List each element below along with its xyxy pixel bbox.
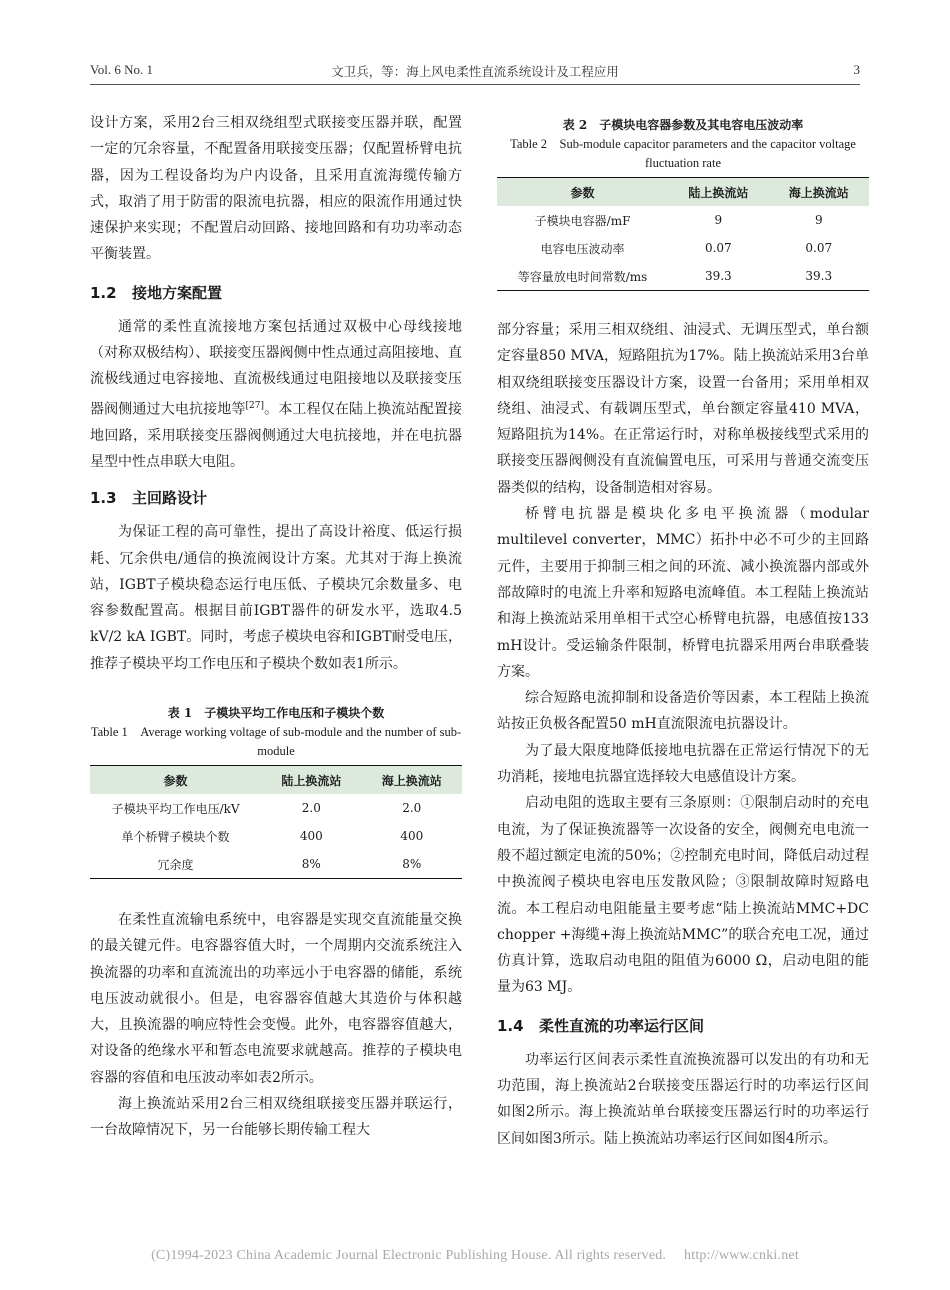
table-1 [90,703,462,879]
table-row [497,234,869,262]
table-2 [497,115,869,291]
table-cell: 子模块电容器/mF [534,213,631,228]
section-title: 接地方案配置 [132,283,223,302]
section-1-3-heading [90,487,462,509]
table-2-title-cn: 表 2 子模块电容器参数及其电容电压波动率 [562,118,804,132]
table-header-cell: 参数 [90,766,261,795]
table-row [90,822,462,850]
table-cell: 0.07 [805,241,833,255]
table-2-grid [497,177,869,291]
paragraph-startup-resistor: 启动电阻的选取主要有三条原则：①限制启动时的充电电流，为了保证换流器等一次设备的安全，阀侧充电电流一般不超过额定电流的50%；②控制充电时间，降低启动过程中换流阀子模块电容电压发散风险；③限制故障时短路电流。本工程启动电阻能量主要考虑“陆上换流站MMC+DC chopper +海缆+海上换流站MMC”的联合充电工况，通过仿真计算，选取启动电阻的阻值为6000 Ω，启动电阻的能量为63 MJ。 [497,795,869,996]
section-number: 1.3 [90,489,117,508]
table-cell: 39.3 [769,262,869,291]
section-1-2-heading [90,282,462,304]
table-cell: 9 [714,213,723,227]
table-cell: 等容量放电时间常数/ms [497,262,668,291]
table-header-cell: 陆上换流站 [668,178,768,207]
table-cell: 9 [814,213,823,227]
table-1-title-en: Table 1 Average working voltage of sub-module and the number of sub-module [90,725,462,758]
paragraph-transformer-continued: 部分容量；采用三相双绕组、油浸式、无调压型式，单台额定容量850 MVA，短路阻抗为17%。陆上换流站采用3台单相双绕组联接变压器设计方案，设置一台备用；采用单相双绕组、油浸式、有载调压型式，单台额定容量410 MVA，短路阻抗为14%。在正常运行时，对称单极接线型式采用的联接变压器阀侧没有直流偏置电压，可采用与普通交流变压器类似的结构，设备制造相对容易。 [497,322,869,496]
table-cell: 0.07 [704,241,732,255]
copyright-footer: (C)1994-2023 China Academic Journal Electronic Publishing House. All rights reserved. http://www.cnki.net [151,1248,799,1263]
table-row [90,850,462,879]
section-title: 柔性直流的功率运行区间 [539,1016,705,1035]
section-number: 1.4 [497,1016,524,1035]
paragraph-arm-reactor: 桥臂电抗器是模块化多电平换流器（modular multilevel converter，MMC）拓扑中必不可少的主回路元件，主要用于抑制三相之间的环流、减小换流器内部或外部故障时的电流上升率和短路电流峰值。本工程陆上换流站和海上换流站采用单相干式空心桥臂电抗器，电感值按133 mH设计。受运输条件限制，桥臂电抗器采用两台串联叠装方案。 [497,506,869,680]
table-cell: 8% [261,850,361,879]
table-cell: 400 [299,829,323,843]
journal-volume: Vol. 6 No. 1 [90,62,153,77]
table-cell: 2.0 [301,801,321,815]
table-header-cell: 参数 [497,178,668,207]
table-2-title-en: Table 2 Sub-module capacitor parameters and the capacitor voltage fluctuation rate [510,137,856,170]
table-header-cell: 陆上换流站 [261,766,361,795]
table-row [497,262,869,291]
paragraph-dc-reactor: 综合短路电流抑制和设备造价等因素，本工程陆上换流站按正负极各配置50 mH直流限流电抗器设计。 [497,690,869,733]
table-1-grid [90,765,462,879]
table-row [497,206,869,234]
table-cell: 400 [400,829,424,843]
grounding-project-text: 本工程仅在陆上换流站配置接地回路，采用联接变压器阀侧通过大电抗接地，并在电抗器星型中性点串联大电阻。 [90,401,462,470]
sentence-end: 。 [264,401,279,418]
table-cell: 子模块平均工作电压/kV [111,801,240,816]
paragraph-grounding-reactor: 为了最大限度地降低接地电抗器在正常运行情况下的无功消耗，接地电抗器宜选择较大电感值设计方案。 [497,742,869,786]
page-number: 3 [853,62,860,77]
table-cell: 单个桥臂子模块个数 [121,829,230,844]
header-rule [90,84,860,85]
table-cell: 冗余度 [90,850,261,879]
table-header-cell: 海上换流站 [769,178,869,207]
running-title: 文卫兵，等：海上风电柔性直流系统设计及工程应用 [331,64,619,79]
paragraph-capacitor: 在柔性直流输电系统中，电容器是实现交直流能量交换的最关键元件。电容器容值大时，一个周期内交流系统注入换流器的功率和直流流出的功率远小于电容器的储能，系统电压波动就很小。但是，电容器容值越大其造价与体积越大，且换流器的响应特性会变慢。此外，电容器容值越大，对设备的绝缘水平和暂态电流要求就越高。推荐的子模块电容器的容值和电压波动率如表2所示。 [90,912,462,1086]
table-cell: 39.3 [668,262,768,291]
citation-ref-27: [27] [245,400,265,411]
right-column [497,115,869,1152]
table-header-row [90,766,462,795]
paragraph-design-scheme: 设计方案，采用2台三相双绕组型式联接变压器并联，配置一定的冗余容量，不配置备用联接变压器；仅配置桥臂电抗器，因为工程设备均为户内设备，且采用直流海缆传输方式，取消了用于防雷的限流电抗器，相应的限流作用通过快速保护来实现；不配置启动回路、接地回路和有功功率动态平衡装置。 [90,115,462,263]
paragraph-main-circuit: 为保证工程的高可靠性，提出了高设计裕度、低运行损耗、冗余供电/通信的换流阀设计方案。尤其对于海上换流站，IGBT子模块稳态运行电压低、子模块冗余数量多、电容参数配置高。根据目前IGBT器件的研发水平，选取4.5 kV/2 kA IGBT。同时，考虑子模块电容和IGBT耐受电压，推荐子模块平均工作电压和子模块个数如表1所示。 [90,524,462,672]
section-title: 主回路设计 [132,489,208,508]
table-header-row [497,178,869,207]
left-column [90,110,462,1144]
table-cell: 2.0 [402,801,422,815]
grounding-text: 通常的柔性直流接地方案包括通过双极中心母线接地（对称双极结构）、联接变压器阀侧中性点通过高阻接地、直流极线通过电容接地、直流极线通过电阻接地以及联接变压器阀侧通过大电抗接地等 [90,318,462,418]
paragraph-power-range: 功率运行区间表示柔性直流换流器可以发出的有功和无功范围，海上换流站2台联接变压器运行时的功率运行区间如图2所示。海上换流站单台联接变压器运行时的功率运行区间如图3所示。陆上换流站功率运行区间如图4所示。 [497,1051,869,1147]
table-row [90,794,462,822]
table-header-cell: 海上换流站 [362,766,462,795]
paragraph-grounding-schemes [90,314,462,475]
table-1-title-cn: 表 1 子模块平均工作电压和子模块个数 [167,706,385,720]
table-cell: 电容电压波动率 [540,241,625,256]
section-number: 1.2 [90,283,117,302]
section-1-4-heading [497,1015,869,1037]
paragraph-transformer: 海上换流站采用2台三相双绕组联接变压器并联运行，一台故障情况下，另一台能够长期传输工程大 [90,1096,462,1139]
table-cell: 8% [362,850,462,879]
